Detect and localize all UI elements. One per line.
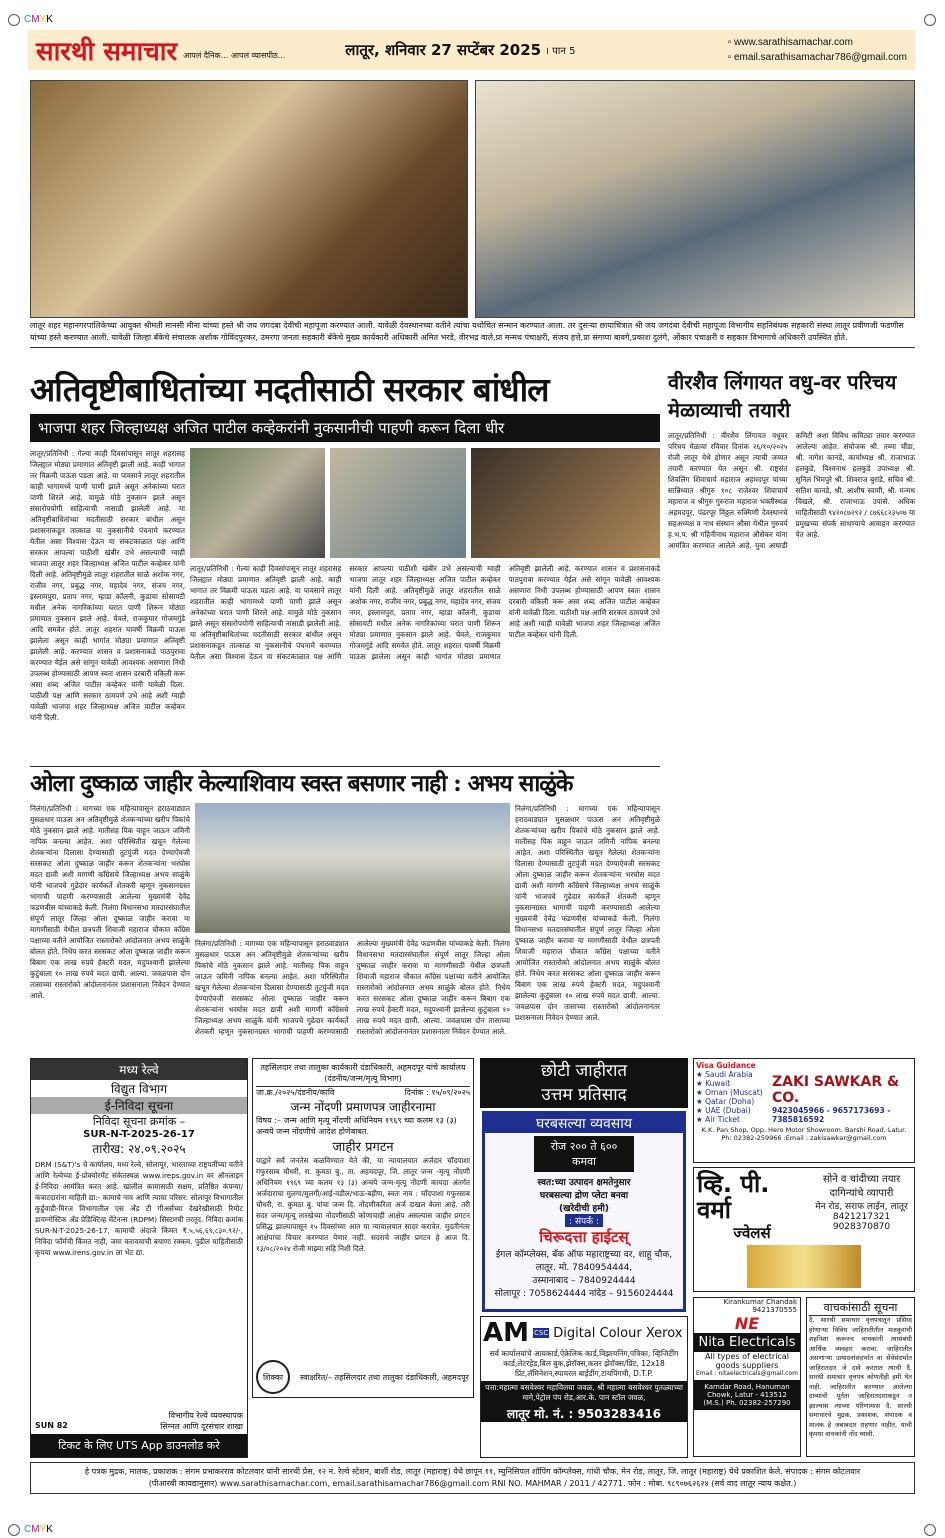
notice-no-label: निविदा सूचना क्रमांक –	[92, 1115, 186, 1128]
notice-subtitle: जाहीर प्रगटन	[332, 1140, 394, 1155]
notice-org: मध्य रेल्वे	[31, 1059, 247, 1080]
imprint-footer: हे पत्रक मुद्रक, मालक, प्रकाशक : संगम प्रभाकरराव कोटलवार यांनी सारथी प्रेस, १२ नं. रेल्वे स्टेशन, बार्शी रोड, लातूर (महाराष्ट्र) येथे छापून ११, म्युनिसिपल शॉपिंग कॉम्प्लेक्स, गांधी चौक, मेन रोड, लातूर, जि. लातूर (महाराष्ट्र) येथे प्रकाशित केले. संपादक : संगम कोटलवार (पीआरबी कायद्यानुसार) www.sarathisamachar.com, email.sarathisamachar786@gmail.com RNI NO. MAHMAR / 2011 / 42771. फोन : मोबा. ९८९०७६२६२४ (सर्व वाद लातूर न्याय कक्षेत.)	[30, 1462, 915, 1494]
xerox-phone: लातूर मो. नं. : 9503283416	[481, 1405, 687, 1422]
notice-ref: जा.क्र./२०२५/दंडनीय/कावि	[256, 1088, 335, 1097]
notice-date: दिनांक : १५/०९/२०२५	[404, 1088, 470, 1097]
notice-signature: स्वाक्षरित/– तहसिलदार तथा तालुका दंडाधिकारी, अहमदपूर	[300, 1372, 469, 1382]
article-subheadline: भाजपा शहर जिल्हाध्यक्ष अजित पाटील कव्हेकरांनी नुकसानीची पाहणी करून दिला धीर	[30, 414, 660, 442]
masthead	[28, 30, 915, 70]
article-body: निलंगा/प्रतिनिधी : मागच्या एक महिन्यापासून हराठवाड्यात मुसळधार पाऊस अन अतिवृष्टीमुळे शेतकऱ्यांच्या खरीप पिकांचे मोठे नुकसान झाले आहे. मातीसह पिक वाहून जाऊन जमिनी नापिक बनल्या आहेत. अशा परिस्थितीत खचून गेलेल्या शेतकऱ्यांना दिलासा देण्यासाठी तुटपुंजी मदत देण्याऐवजी सरसकट ओला दुष्काळ जाहीर करून शेतकऱ्यांना भरघोस मदत द्यावी अशी मागणी काँग्रेसचे जिल्हाध्यक्ष अभय साळुंके यांनी भाजपचे गुढेदार कार्यकर्ते शेतकरी म्हणून नुकसानग्रस्त भागाची पाहणी करण्यासाठी आलेल्या मुख्यमंत्री देवेंद्र फडणवीस यांच्याकडे केली. निलंगा विधानसभा मतदारसंघातील संपूर्ण लातूर जिल्हा ओला दुष्काळ जाहीर करावा या मागणीसाठी येथील छत्रपती शिवाजी महाराज चौकात काँग्रेस पक्षाच्या वतीने आयोजित रास्तारोको आंदोलनात अभय साळुंके बोलत होते. निधेय करत सरसकट ओला दुष्काळ जाहीर करून बिबाग एक लाख रुपये हेक्टरी मदत, मदुपश्वानी झालेल्या कुटुंबाला १० लाख रुपये मदत द्यावी. आल्या. जवळपास दोन तासाच्या रास्तारोको आंदोलनानंतर प्रशासनाला निवेदन देण्यात आले.	[30, 803, 190, 1000]
article-side	[668, 368, 915, 1051]
article-body-continued: लातूर/प्रतिनिधी : गेल्या काही दिवसांपासून लातूर शहरासह जिल्ह्यात मोठ्या प्रमाणात अतिवृष्टी झाली आहे. काही भागात तर विक्रमी पाऊस पडला आहे. या पावसाने लातूर शहरातील काही भागामध्ये पाणी पाणी झाले असून अनेकांच्या घरात पाणी शिरले आहे. यामुळे मोठे नुकसान झाले असून संसारोपयोगी साहित्याची नासाडी झालेली आहे. या अतिवृष्टीबाधितांच्या मदतीसाठी सरकार बांधील असून प्रशासनाकडून तात्काळ या नुकसानीचे पंचनामे करण्यात येतील असा विश्वास देऊन या संकटकाळात पक्ष आणि सरकार आपल्या पाठीशी खंबीर उभे असल्याची ग्वाही भाजपा लातूर शहर जिल्हाध्यक्ष अजित पाटील कव्हेकर यांनी दिली आहे. अतिवृष्टीमुळे लातूर शहरातील साळे अशोक नगर, राजीव नगर, प्रबुद्ध नगर, महादेव नगर, संजय नगर, इस्लामपुरा, प्रताप नगर, म्हाडा कॉलनी, कुडाचा सोसायटी मधील अनेक नागरिकांच्या घरात पाणी शिरून मोठ्या प्रमाणात नुकसान झाले आहे. चेवले, राजकुमार गोजमगुंडे आदि समवेत होते. लातूर शहरात यावर्षी विक्रमी पाऊस झालेला असून काही भागांत मोठ्या प्रमाणात अतिवृष्टी झालेली आहे. करण्यात शासन व प्रशासनाकडे पाठपुरावा करण्यात येईल असे सांगून यावेळी आवश्यक असणारा निधी उपलब्ध होण्यासाठी आपण स्वतः शासन दरबारी वकिली करू असा शब्द अजित पाटील कव्हेकर यांनी यावेळी दिला. पाठीशी पक्ष आणि सरकार ठामपणे उभे आहे अशी ग्वाही यावेळी भाजपा शहर जिल्हाध्यक्ष अजित पाटील कव्हेकर यांनी दिली.	[190, 563, 660, 661]
newspaper-name: सारथी समाचार	[36, 37, 178, 67]
website-link[interactable]: ▫ www.sarathisamachar.com	[727, 37, 853, 48]
railway-tender-notice	[30, 1058, 248, 1458]
cmyk-mark: CMYK	[24, 1524, 53, 1535]
classifieds-banner: छोटी जाहीरात उत्तम प्रतिसाद	[480, 1058, 688, 1108]
registration-mark-icon	[924, 1524, 936, 1536]
tagline: आपलं दैनिक... आपलं व्यासपीठ...	[183, 50, 286, 60]
article-headline: ओला दुष्काळ जाहीर केल्याशिवाय स्वस्त बसणार नाही : अभय साळुंके	[30, 766, 660, 798]
email-link[interactable]: ▫ email.sarathisamachar786@gmail.com	[727, 52, 907, 63]
nita-electricals-ad: Kirankumar Chandak 9421370555 NE Nita Electricals All types of electrical goods suppliers Email : nitaelectricals@gmail.com Kamdar Road, Hanuman Chowk, Latur - 413512 (M.S.) Ph. 02382-257290	[693, 1297, 801, 1457]
cmyk-mark: CMYK	[24, 14, 53, 25]
notice-dept: विद्युत विभाग	[110, 1082, 168, 1096]
flood-inspection-photo	[330, 448, 465, 558]
flood-inspection-photo	[190, 448, 325, 558]
nita-logo-icon: NE	[734, 1314, 760, 1333]
registration-mark-icon	[924, 14, 936, 26]
notice-date: तारीख: २४.०९.२०२५	[92, 1142, 186, 1156]
visa-guidance-ad: Visa Guidance ★ Saudi Arabia ★ Kuwait ★ Oman (Muscat) ★ Qatar (Doha) ★ UAE (Dubai) ★ Air Ticket ZAKI SAWKAR & CO. 9423045966 - 9657173693 - 7385816592 K.K. Pan Shop, Opp. Hero Motor Showroom, Barshi Road, Latur. Ph: 02382-259966 :Email : zakisawkar@gmail.com	[693, 1058, 915, 1163]
notice-code: SUN 82	[35, 1421, 68, 1430]
temple-puja-photo	[30, 80, 468, 318]
notice-signatory: विभागीय रेल्वे व्यवस्थापक	[168, 1411, 243, 1420]
notice-body: DRM (S&T)'s चे कार्यालय, मध्य रेल्वे, सोलापूर, भारताच्या राष्ट्रपतींच्या वतीने आणि रेल्वेच्या ई-प्रोक्योरमेंट संकेतस्थळ www.ireps.gov.in वर ऑनलाइन ई-निविदा आमंत्रित करत आहे. खालील कामासाठी सक्षम, प्रतिष्ठित कंपन्या/कंत्राटदारांना माहिती द्या:- कामाचे नाव आणि त्याचा परिसर: सोलापूर विभागातील कुर्डुवाडी-मिरज विभागातील एस अँड टी गीअर्सच्या देखरेखीसाठी रिमोट डायग्नोस्टिक अँड प्रेडिक्टिव्ह मेंटेनन्स (RDPM) सिस्टमची तरतूद. निविदा क्रमांक SUR-N-T-2025-26-17, कामाची अंदाजे किंमत ₹.५,५६,६९,८३०.९२/-, निविदा फॉर्मची किंमत नाही, जमा करावयाची बयाणा रक्कम. पुढील माहितीसाठी कृपया www.irens.gov.in ला भेट द्या.	[35, 1160, 243, 1257]
notice-subject: विषय :– जन्म आणि मृत्यू नोंदणी अधिनियम १९६९ च्या कलम १३ (३) अन्वये जन्म नोंदणीचे आदेश होणेबाबत.	[256, 1116, 457, 1136]
protest-photo	[195, 803, 510, 933]
page-number: । पान 5	[545, 46, 576, 57]
notice-title: जन्म नोंदणी प्रमाणपत्र जाहीरनामा	[290, 1100, 436, 1114]
reader-notice: वाचकांसाठी सूचना दै. सारथी समाचार वृत्तपत्रातून प्रसिध्द होणाऱ्या विविध जाहिरातीतील मजकुरांची शहनिशा करूनच वाचकांनी त्यासंबंधी आर्थिक व्यवहार करावा. जाहिरातीत असणाऱ्या उत्पादनांसंदर्भात वा सेवेसंदर्भात जाहिरातदार जे दावे करतात त्याची दै. सारथी समाचार वृत्तपत्र कोणतीही हमी घेत नाही. जाहिरातीत करण्यात आलेल्या दाव्यांची पूर्तता जाहिरातदाराकडून न झाल्यास त्याच्या परिणामास दै. सारथी समाचारचे मुद्रक, प्रकाशक, संपादक व मालक हे जबाबदार राहणार नाहीत, याची कृपया वाचकांनी नोंद घ्यावी.	[806, 1297, 915, 1457]
registration-mark-icon	[8, 14, 20, 26]
digital-xerox-ad: AM CSC Digital Colour Xerox सर्व कार्यालयांचे आयकार्ड,ऐक्रेलिक कार्ड,विझायनिंग,पत्रिका, व्हिजिटींग कार्ड,लेटरहेड,बिल बुक,झेरॉक्स,कलर झेरॉक्स/प्रिंट, 12x18 प्रिंट,लॅमिनेशन,स्पायरल बाईंडींग,टायपिंगची, D.T.P. पत्ता:महात्मा बसवेश्वर महाविलया जवळ, श्री महात्मा बसवेश्वर पुतळ्याच्या मागे,पेट्रोल पंप रोड,आर.के. पान स्टॉल जवळ, लातूर मो. नं. : 9503283416	[480, 1316, 688, 1458]
registration-mark-icon	[8, 1524, 20, 1536]
photo-caption: लातूर शहर महानगरपालिकेच्या आयुक्त श्रीमती मानसी मीना यांच्या हस्ते श्री जय जगदंबा देवीची महापूजा करण्यात आली. यावेळी देवस्थानच्या वतीने त्यांचा यथोचित सन्मान करण्यात आला. तर दुसऱ्या छायाचित्रात श्री जय जगदंबा देवीची महापूजा विभागीय सहनिबंधक सहकारी संस्था लातूर प्रवीणजी फडणीस यांच्या हस्ते करण्यात आली. यावेळी जिल्हा बँकेचे संचालक अशोक गोविंदपुरकर, उमरगा जनता सहकारी बँकेचे मुख्य कार्यकारी अधिकारी अमित भरडे, वीरभद्र वाले,प्रा मन्मथ पंचाक्षरी, संजय हत्ते,प्रा संगप्पा बावगे,प्रकाश दुलंगे, ओंकार पंचाक्षरी व सहकार विभागाचे अधिकारी उपस्थित होते.	[30, 320, 915, 348]
seal-stamp: शिक्का	[256, 1360, 290, 1394]
birth-registration-notice	[252, 1058, 474, 1398]
article-main	[30, 370, 660, 762]
article-headline: अतिवृष्टीबाधितांच्या मदतीसाठी सरकार बांधील	[30, 370, 549, 409]
article-body-continued: निलंगा/प्रतिनिधी : मागच्या एक महिन्यापासून हराठवाड्यात मुसळधार पाऊस अन अतिवृष्टीमुळे शेतकऱ्यांच्या खरीप पिकांचे मोठे नुकसान झाले आहे. मातीसह पिक वाहून जाऊन जमिनी नापिक बनल्या आहेत. अशा परिस्थितीत खचून गेलेल्या शेतकऱ्यांना दिलासा देण्यासाठी तुटपुंजी मदत देण्याऐवजी सरसकट ओला दुष्काळ जाहीर करून शेतकऱ्यांना भरघोस मदत द्यावी अशी मागणी काँग्रेसचे जिल्हाध्यक्ष अभय साळुंके यांनी भाजपचे गुढेदार कार्यकर्ते शेतकरी म्हणून नुकसानग्रस्त भागाची पाहणी करण्यासाठी आलेल्या मुख्यमंत्री देवेंद्र फडणवीस यांच्याकडे केली. निलंगा विधानसभा मतदारसंघातील संपूर्ण लातूर जिल्हा ओला दुष्काळ जाहीर करावा या मागणीसाठी येथील छत्रपती शिवाजी महाराज चौकात काँग्रेस पक्षाच्या वतीने आयोजित रास्तारोको आंदोलनात अभय साळुंके बोलत होते. निधेय करत सरसकट ओला दुष्काळ जाहीर करून बिबाग एक लाख रुपये हेक्टरी मदत, मदुपश्वानी झालेल्या कुटुंबाला १० लाख रुपये मदत द्यावी. आल्या. जवळपास दोन तासाच्या रास्तारोको आंदोलनानंतर प्रशासनाला निवेदन देण्यात आले.	[515, 803, 660, 1022]
jeweller-ad: व्हि. पी. वर्मा ज्वेलर्स सोने व चांदीच्या तयार दागिन्यांचे व्यापारी मेन रोड, सराफ लाईन, लातूर 8421217321 9028370870	[693, 1167, 915, 1292]
uts-app-banner: टिकट के लिए UTS App डाउनलोड करे	[31, 1434, 247, 1457]
puja-group-photo	[475, 80, 915, 318]
article-body-continued: निलंगा/प्रतिनिधी : मागच्या एक महिन्यापासून हराठवाड्यात मुसळधार पाऊस अन अतिवृष्टीमुळे शेतकऱ्यांच्या खरीप पिकांचे मोठे नुकसान झाले आहे. मातीसह पिक वाहून जाऊन जमिनी नापिक बनल्या आहेत. अशा परिस्थितीत खचून गेलेल्या शेतकऱ्यांना दिलासा देण्यासाठी तुटपुंजी मदत देण्याऐवजी सरसकट ओला दुष्काळ जाहीर करून शेतकऱ्यांना भरघोस मदत द्यावी अशी मागणी काँग्रेसचे जिल्हाध्यक्ष अभय साळुंके यांनी भाजपचे गुढेदार कार्यकर्ते शेतकरी म्हणून नुकसानग्रस्त भागाची पाहणी करण्यासाठी आलेल्या मुख्यमंत्री देवेंद्र फडणवीस यांच्याकडे केली. निलंगा विधानसभा मतदारसंघातील संपूर्ण लातूर जिल्हा ओला दुष्काळ जाहीर करावा या मागणीसाठी येथील छत्रपती शिवाजी महाराज चौकात काँग्रेस पक्षाच्या वतीने आयोजित रास्तारोको आंदोलनात अभय साळुंके बोलत होते. निधेय करत सरसकट ओला दुष्काळ जाहीर करून बिबाग एक लाख रुपये हेक्टरी मदत, मदुपश्वानी झालेल्या कुटुंबाला १० लाख रुपये मदत द्यावी. आल्या. जवळपास दोन तासाच्या रास्तारोको आंदोलनानंतर प्रशासनाला निवेदन देण्यात आले.	[195, 938, 510, 1036]
notice-no: SUR-N-T-2025-26-17	[83, 1129, 195, 1140]
jewellery-image	[747, 1245, 861, 1288]
notice-body: याद्वारे सर्व जनतेस कळविण्यात येते की, या न्यायालयात अर्जदार चाँदपाशा गफुरसाब चौधरी, रा. कुमठा बु., ता. अहमदपूर, जि. लातूर जन्म -मृत्यू नोंदणी अधिनियम १९६९ च्या कलम १३ (३) अन्वये जन्म-मृत्यू नोंदणी कायदा अंतर्गत अर्जदाराचा मुलगा/मुलगी/आई-वडील/भाऊ-बहीण, स्वतः नाव : चाँदपाशा गफुरसाब चौधरी, रा. कुमठा बु. यांचा जन्म दि. नोंदणीकरिता अर्ज दाखल केला आहे. तरी सदर जन्म/मृत्यू तारखेच्या नोंदणीसाठी कोणाचाही आक्षेप असल्यास जाहीर प्रगटन प्रसिद्ध झाल्यापासून १५ दिवसांच्या आत या न्यायालयात सादर करावेत. मुदतीनंतर आक्षेपाचा विचार करण्यात येणार नाही. सदराचे जाहीर प्रगटन हे आज दि. १३/०८/२०२४ रोजी माझ्या सहि निशी दिले.	[256, 1156, 470, 1253]
notice-header: तहसिलदार तथा तालुका कार्यकारी दंडाधिकारी, अहमदपूर यांचे कार्यालय	[260, 1063, 466, 1072]
earn-burst: रोज २०० ते ६०० कमवा	[534, 1136, 634, 1172]
home-business-ad: घरबसल्या व्यवसाय रोज २०० ते ६०० कमवा स्वत:च्या उत्पादन क्षमतेनुसार घरबसल्या द्रोण प्लेटा बनवा (खरेदीची हमी) : संपर्क : चिरूदत्ता हाईटस् ईगल कॉम्प्लेक्स, बँक ऑफ महाराष्ट्रच्या वर, शाहू चौक, लातूर. मो. 7840954444, उस्मानाबाद – 7840924444 सोलापूर : 7058624444 नांदेड – 9156024444	[482, 1111, 686, 1312]
notice-dept: (दंडनीय/जन्म/मृत्यू विभाग)	[324, 1074, 402, 1083]
notice-branch: सिग्नल आणि दूरसंचार शाखा	[160, 1422, 243, 1431]
article-body: लातूर/प्रतिनिधी : वीरशैव लिंगायत वधूवर परिचय मेळावा रविवार दिनांक २६/१०/२०२५ रोजी लातूर येथे होणार असून त्याची जय्यत तयारी करण्यात येत असून श्री. राष्ट्रसंत शिवलिंग शिवाचार्य महाराज अहमदपूर यांच्या सान्निध्यात श्रीगुरु १०८ राजेश्वर शिवाचार्य महाराज व श्रीगुरु गुरुराज महाराज भक्तीस्थळ अहमदपूर, पंढरपूर विठ्ठल रुक्मिणी देवस्थानचे सहअध्यक्ष व नाथ संस्थान औसा येथील गुरुवर्य ह.भ.प. श्री गहिनीनाथ महाराज औसेकर यांना आमंत्रित करण्यात आलेले आहे. युवा आघाडी कमिटी अशा विविध कमिट्या तयार करण्यात आलेल्या आहेत. संयोजक श्री. तम्मा चौंडा, श्री. नागेश कानडे, कार्याध्यक्ष श्री. राजाभाऊ हलकुडे, विश्वनाथ हलकुडे उपाध्यक्ष श्री. सुनिल भिमपुरे श्री. शिवराज बुरांडे, सचिव श्री. सतिश कानडे, श्री. आशीष स्वामी, श्री. मन्मथ चिखले, श्री. राजाभाऊ उपासे. अधिक माहितीसाठी ९४२०८७२९२ / ८७६६८२३५०७ या प्रमुखच्या संपर्क साधण्याचे आवाहन करण्यात येत आहे.	[668, 431, 915, 550]
notice-title: ई-निविदा सूचना	[31, 1097, 247, 1114]
article-body: लातूर/प्रतिनिधी : गेल्या काही दिवसांपासून लातूर शहरासह जिल्ह्यात मोठ्या प्रमाणात अतिवृष्टी झाली आहे. काही भागात तर विक्रमी पाऊस पडला आहे. या पावसाने लातूर शहरातील काही भागामध्ये पाणी पाणी झाले असून अनेकांच्या घरात पाणी शिरले आहे. यामुळे मोठे नुकसान झाले असून संसारोपयोगी साहित्याची नासाडी झालेली आहे. या अतिवृष्टीबाधितांच्या मदतीसाठी सरकार बांधील असून प्रशासनाकडून तात्काळ या नुकसानीचे पंचनामे करण्यात येतील असा विश्वास देऊन या संकटकाळात पक्ष आणि सरकार आपल्या पाठीशी खंबीर उभे असल्याची ग्वाही भाजपा लातूर शहर जिल्हाध्यक्ष अजित पाटील कव्हेकर यांनी दिली आहे. अतिवृष्टीमुळे लातूर शहरातील साळे अशोक नगर, राजीव नगर, प्रबुद्ध नगर, महादेव नगर, संजय नगर, इस्लामपुरा, प्रताप नगर, म्हाडा कॉलनी, कुडाचा सोसायटी मधील अनेक नागरिकांच्या घरात पाणी शिरून मोठ्या प्रमाणात नुकसान झाले आहे. चेवले, राजकुमार गोजमगुंडे आदि समवेत होते. लातूर शहरात यावर्षी विक्रमी पाऊस झालेला असून काही भागांत मोठ्या प्रमाणात अतिवृष्टी झालेली आहे. करण्यात शासन व प्रशासनाकडे पाठपुरावा करण्यात येईल असे सांगून यावेळी आवश्यक असणारा निधी उपलब्ध होण्यासाठी आपण स्वतः शासन दरबारी वकिली करू असा शब्द अजित पाटील कव्हेकर यांनी यावेळी दिला. पाठीशी पक्ष आणि सरकार ठामपणे उभे आहे अशी ग्वाही यावेळी भाजपा शहर जिल्हाध्यक्ष अजित पाटील कव्हेकर यांनी दिली.	[30, 448, 185, 722]
article-headline: वीरशैव लिंगायत वधु-वर परिचय मेळाव्याची तयारी	[668, 370, 897, 422]
flood-inspection-photo	[471, 448, 660, 558]
dateline: लातूर, शनिवार 27 सप्टेंबर 2025	[345, 41, 542, 59]
article-drought	[30, 766, 660, 1051]
